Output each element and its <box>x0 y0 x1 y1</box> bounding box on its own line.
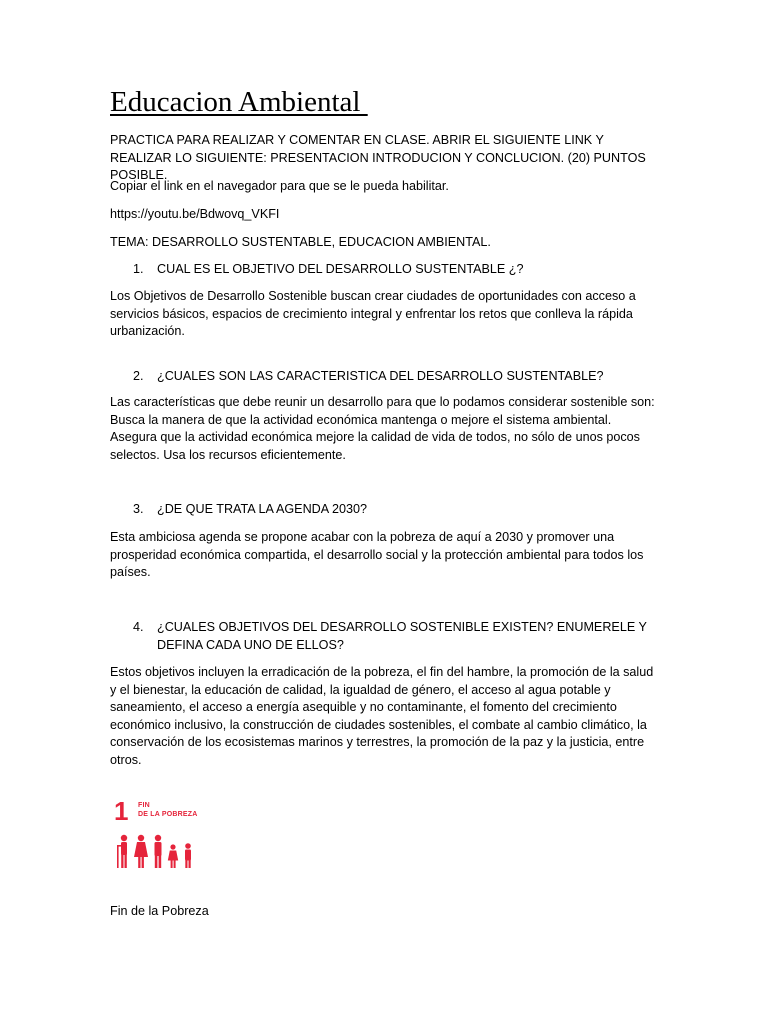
question-number: 4. <box>133 620 144 634</box>
image-caption: Fin de la Pobreza <box>110 904 209 918</box>
question-number: 2. <box>133 369 144 383</box>
instructions-text: PRACTICA PARA REALIZAR Y COMENTAR EN CLASE. ABRIR EL SIGUIENTE LINK Y REALIZAR LO SIGUIENTE: PRESENTACION INTRODUCION Y CONCLUCION. (20) PUNTOS POSIBLE. <box>110 133 646 182</box>
page-title: Educacion Ambiental <box>110 86 368 118</box>
family-icon <box>116 834 200 870</box>
question-text: CUAL ES EL OBJETIVO DEL DESARROLLO SUSTENTABLE ¿? <box>157 262 524 276</box>
answer-text: Estos objetivos incluyen la erradicación de la pobreza, el fin del hambre, la promoción de la salud y el bienestar, la educación de calidad, la igualdad de género, el acceso al agua potable y saneamiento, el acceso a energía asequible y no contaminante, el fomento del crecimiento económico inclusivo, la construcción de ciudades sostenibles, el combate al cambio climático, la conservación de los ecosistemas marinos y terrestres, la promoción de la paz y la justicia, entre otros. <box>110 665 654 767</box>
answer-text: Esta ambiciosa agenda se propone acabar con la pobreza de aquí a 2030 y promover una prosperidad económica compartida, el desarrollo social y la protección ambiental para todos los países. <box>110 530 644 579</box>
sdg-number: 1 <box>114 796 129 826</box>
question-text: ¿CUALES OBJETIVOS DEL DESARROLLO SOSTENIBLE EXISTEN? ENUMERELE Y DEFINA CADA UNO DE ELLOS? <box>157 620 647 652</box>
copy-note: Copiar el link en el navegador para que se le pueda habilitar. <box>110 179 449 193</box>
topic-heading: TEMA: DESARROLLO SUSTENTABLE, EDUCACION AMBIENTAL. <box>110 235 491 249</box>
answer-text: Las características que debe reunir un desarrollo para que lo podamos considerar sostenible son: Busca la manera de que la actividad económica mantenga o mejore el sistema ambiental. Asegura que la actividad económica mejore la calidad de vida de todos, no sólo de unos pocos selectos. Usa los recursos eficientemente. <box>110 395 655 462</box>
question-text: ¿CUALES SON LAS CARACTERISTICA DEL DESARROLLO SUSTENTABLE? <box>157 369 604 383</box>
question-number: 1. <box>133 262 144 276</box>
sdg-label-line2: DE LA POBREZA <box>138 811 198 818</box>
question-number: 3. <box>133 502 144 516</box>
sdg-goal-1-image <box>110 798 206 882</box>
video-link: https://youtu.be/Bdwovq_VKFI <box>110 207 280 221</box>
question-text: ¿DE QUE TRATA LA AGENDA 2030? <box>157 502 367 516</box>
answer-text: Los Objetivos de Desarrollo Sostenible buscan crear ciudades de oportunidades con acceso a servicios básicos, espacios de crecimiento integral y enfrentar los retos que conlleva la rápida urbanización. <box>110 289 636 338</box>
sdg-label-line1: FIN <box>138 802 150 809</box>
